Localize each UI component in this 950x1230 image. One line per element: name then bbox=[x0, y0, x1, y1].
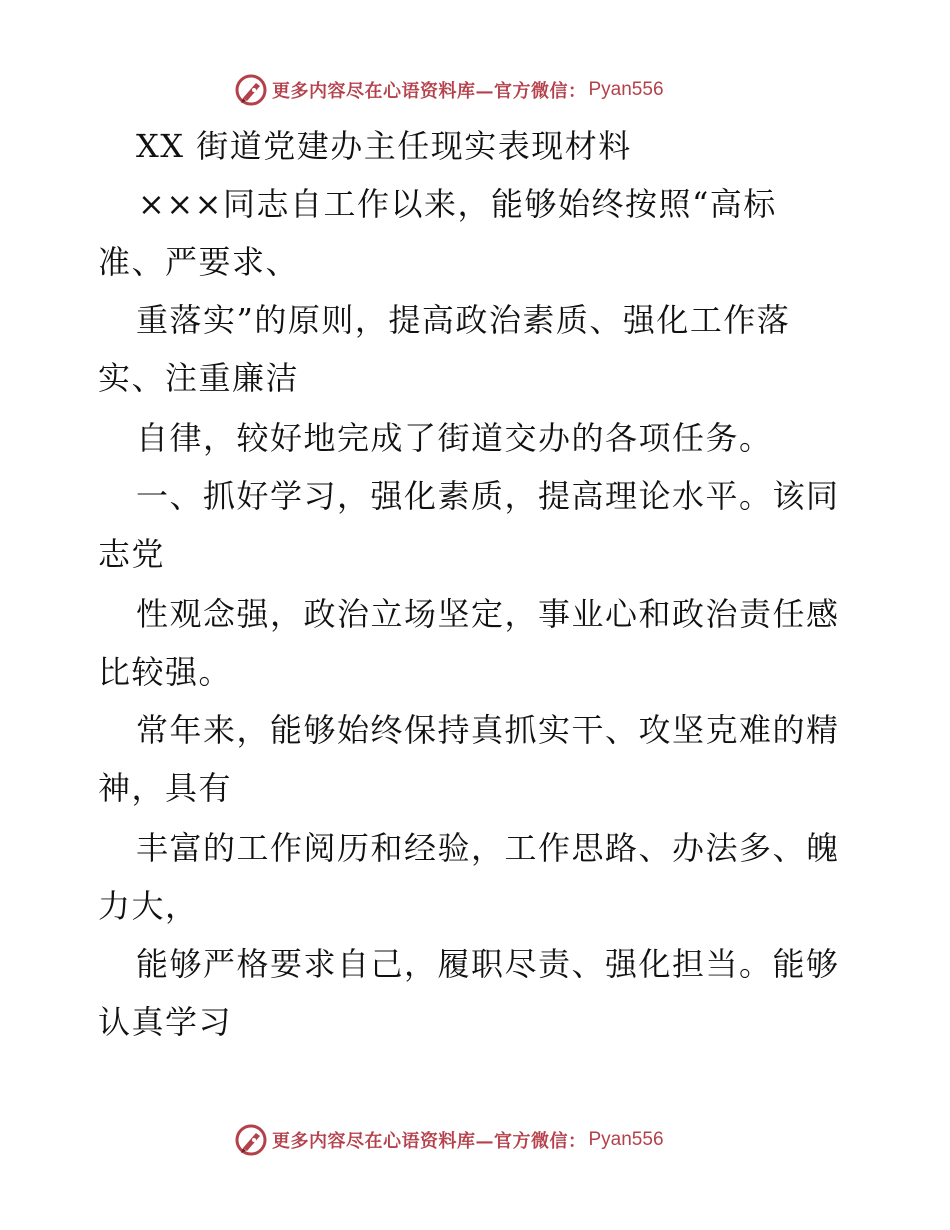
paragraph-line: 常年来，能够始终保持真抓实干、攻坚克难的精 bbox=[136, 711, 840, 749]
watermark-id: Pyan556 bbox=[588, 1129, 664, 1150]
watermark-text: 更多内容尽在心语资料库—官方微信： bbox=[272, 1131, 587, 1152]
watermark-text: 更多内容尽在心语资料库—官方微信： bbox=[272, 81, 587, 102]
paragraph-line: ×××同志自工作以来，能够始终按照“高标 bbox=[138, 185, 777, 223]
paragraph-line: 一、抓好学习，强化素质，提高理论水平。该同 bbox=[136, 477, 840, 515]
pen-logo-icon bbox=[234, 73, 268, 107]
watermark-id: Pyan556 bbox=[588, 79, 664, 100]
header-watermark bbox=[234, 72, 664, 108]
paragraph-line: 力大， bbox=[98, 887, 199, 925]
pen-logo-icon bbox=[234, 1123, 268, 1157]
paragraph-line: 比较强。 bbox=[98, 653, 233, 691]
paragraph-line: 准、严要求、 bbox=[98, 243, 300, 281]
paragraph-line: 志党 bbox=[98, 535, 166, 573]
footer-watermark bbox=[234, 1122, 664, 1158]
paragraph-line: 自律，较好地完成了街道交办的各项任务。 bbox=[136, 419, 773, 457]
paragraph-line: 神，具有 bbox=[98, 769, 233, 807]
paragraph-line: 丰富的工作阅历和经验，工作思路、办法多、魄 bbox=[136, 829, 840, 867]
paragraph-line: 性观念强，政治立场坚定，事业心和政治责任感 bbox=[136, 595, 840, 633]
document-title: XX 街道党建办主任现实表现材料 bbox=[136, 127, 632, 165]
paragraph-line: 能够严格要求自己，履职尽责、强化担当。能够 bbox=[136, 945, 840, 983]
paragraph-line: 重落实”的原则，提高政治素质、强化工作落 bbox=[136, 301, 791, 339]
paragraph-line: 实、注重廉洁 bbox=[98, 359, 300, 397]
paragraph-line: 认真学习 bbox=[98, 1003, 233, 1041]
